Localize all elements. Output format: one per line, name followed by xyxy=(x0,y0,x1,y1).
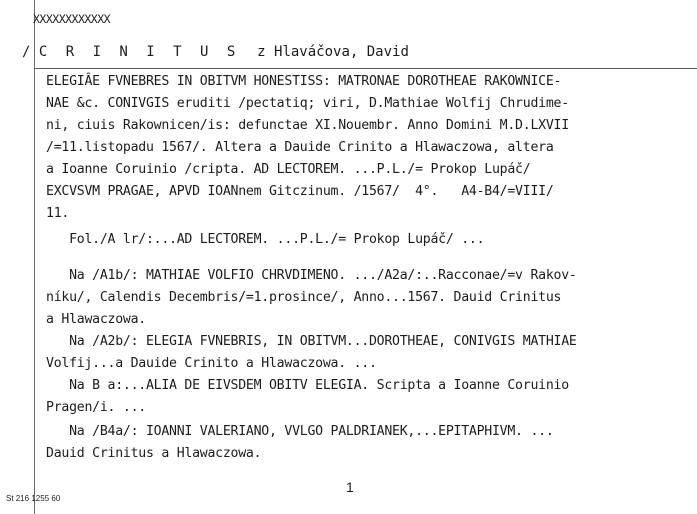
text-line: ni, ciuis Rakownicen/is: defunctae XI.Nouembr. Anno Domini M.D.LXVII xyxy=(46,118,569,133)
text-line: NAE &c. CONIVGIS eruditi /pectatiq; viri, D.Mathiae Wolfij Chrudime- xyxy=(46,96,569,111)
author-rest: z Hlaváčova, David xyxy=(257,44,409,60)
text-line: Pragen/i. ... xyxy=(46,400,146,415)
text-line: a Ioanne Coruinio /cripta. AD LECTOREM. ...P.L./= Prokop Lupáč/ xyxy=(46,162,531,177)
text-line: Na B a:...ALIA DE EIVSDEM OBITV ELEGIA. Scripta a Ioanne Coruinio xyxy=(46,378,569,393)
text-line: Fol./A lr/:...AD LECTOREM. ...P.L./= Prokop Lupáč/ ... xyxy=(46,232,485,247)
text-line: Na /A1b/: MATHIAE VOLFIO CHRVDIMENO. .../A2a/:..Racconae/=v Rakov- xyxy=(46,268,577,283)
text-line: ELEGIÂE FVNEBRES IN OBITVM HONESTISS: MATRONAE DOROTHEAE RAKOWNICE- xyxy=(46,74,562,89)
stamp-mark: XXXXXXXXXXXX xyxy=(33,12,111,26)
text-line: Dauid Crinitus a Hlawaczowa. xyxy=(46,446,262,461)
text-line: níku/, Calendis Decembris/=1.prosince/, Anno...1567. Dauid Crinitus xyxy=(46,290,562,305)
margin-rule xyxy=(34,0,35,514)
author-name: C R I N I T U S xyxy=(38,44,241,60)
text-line: a Hlawaczowa. xyxy=(46,312,146,327)
text-line: Na /B4a/: IOANNI VALERIANO, VVLGO PALDRIANEK,...EPITAPHIVM. ... xyxy=(46,424,554,439)
text-line: /=11.listopadu 1567/. Altera a Dauide Crinito a Hlawaczowa, altera xyxy=(46,140,554,155)
author-heading: / C R I N I T U S z Hlaváčova, David xyxy=(22,44,409,60)
page-number: 1 xyxy=(346,479,354,495)
text-line: Na /A2b/: ELEGIA FVNEBRIS, IN OBITVM...DOROTHEAE, CONIVGIS MATHIAE xyxy=(46,334,577,349)
text-line: EXCVSVM PRAGAE, APVD IOANnem Gitczinum. /1567/ 4°. A4-B4/=VIII/ xyxy=(46,184,554,199)
text-line: Volfij...a Dauide Crinito a Hlawaczowa. ... xyxy=(46,356,377,371)
catalog-number: St 216 1255 60 xyxy=(6,494,61,503)
text-line: 11. xyxy=(46,206,70,221)
heading-rule xyxy=(34,68,697,69)
